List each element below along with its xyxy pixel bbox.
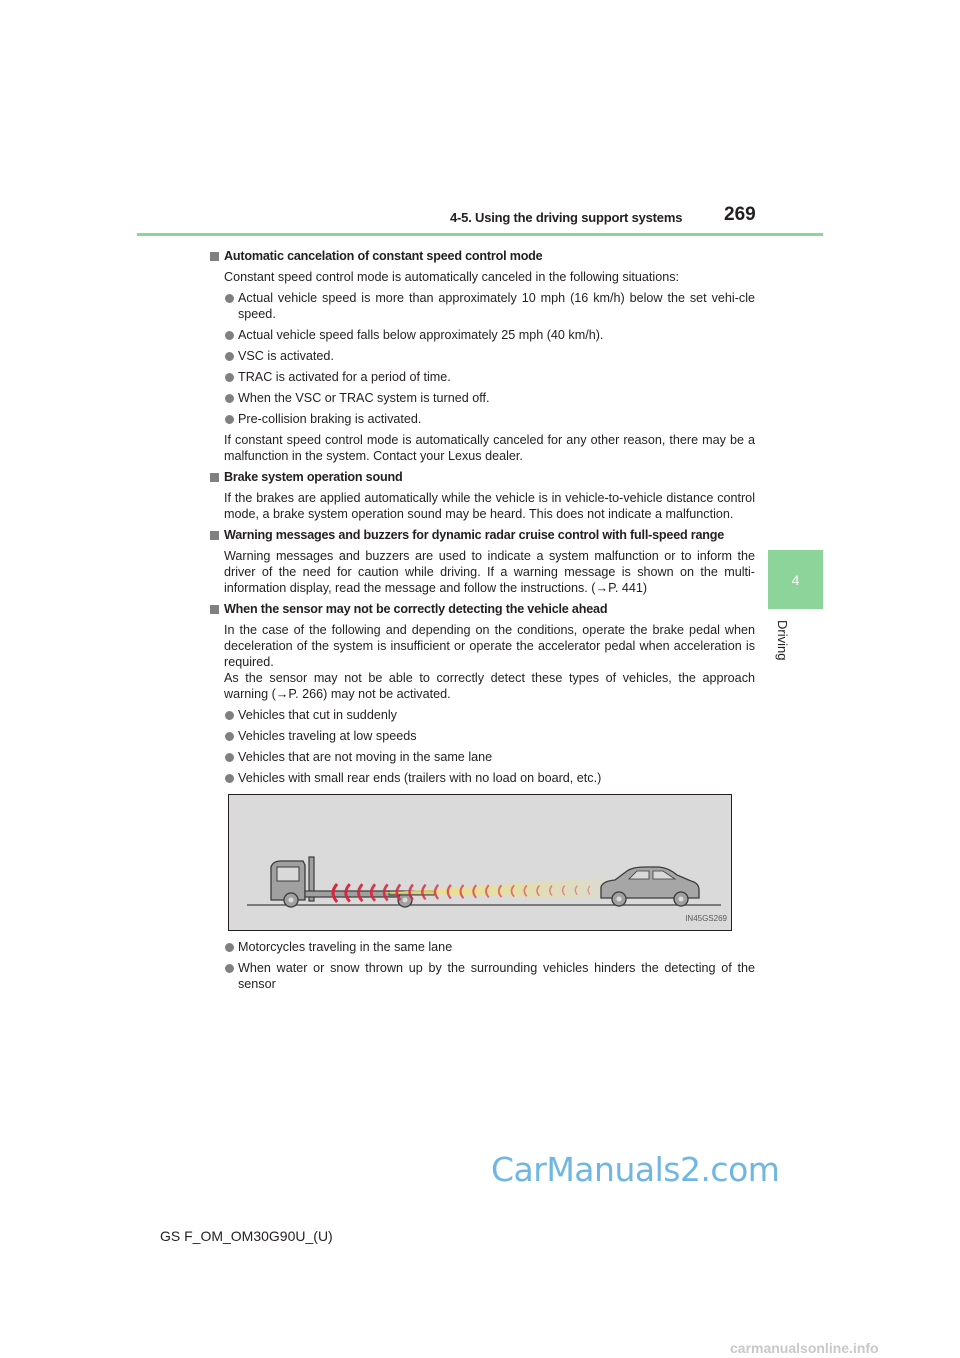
illustration-svg (229, 795, 731, 930)
list-item: Pre-collision braking is activated. (210, 411, 755, 427)
round-bullet-icon (225, 352, 234, 361)
paragraph: Constant speed control mode is automatically canceled in the following situations: (224, 270, 680, 284)
paragraph: If the brakes are applied automatically while the vehicle is in vehicle-to-vehicle distance control mode, a brake system operation sound may be heard. This does not indicate a malfunction. (224, 491, 755, 521)
chapter-label: Driving (775, 620, 790, 661)
round-bullet-icon (225, 732, 234, 741)
square-bullet-icon (210, 605, 219, 614)
page-content (210, 243, 755, 997)
list-item: TRAC is activated for a period of time. (210, 369, 755, 385)
heading-auto-cancel: Automatic cancelation of constant speed control mode (210, 248, 755, 264)
heading-sensor: When the sensor may not be correctly detecting the vehicle ahead (210, 601, 755, 617)
round-bullet-icon (225, 331, 234, 340)
list-item: Vehicles that cut in suddenly (210, 707, 755, 723)
round-bullet-icon (225, 943, 234, 952)
header-rule (137, 233, 823, 236)
list-item: When water or snow thrown up by the surrounding vehicles hinders the detecting of the sensor (210, 960, 755, 992)
square-bullet-icon (210, 473, 219, 482)
round-bullet-icon (225, 415, 234, 424)
list-item: Vehicles with small rear ends (trailers with no load on board, etc.) (210, 770, 755, 786)
round-bullet-icon (225, 711, 234, 720)
footer-doc-code: GS F_OM_OM30G90U_(U) (160, 1228, 333, 1244)
page-number: 269 (724, 204, 756, 225)
watermark-logo: CarManuals2.com (491, 1150, 780, 1189)
square-bullet-icon (210, 531, 219, 540)
list-item: Vehicles that are not moving in the same lane (210, 749, 755, 765)
paragraph: As the sensor may not be able to correctly detect these types of vehicles, the approach warning (→P. 266) may not be activated. (224, 671, 755, 701)
list-item: Actual vehicle speed is more than approximately 10 mph (16 km/h) below the set vehi-cle speed. (210, 290, 755, 322)
square-bullet-icon (210, 252, 219, 261)
round-bullet-icon (225, 294, 234, 303)
chapter-tab: 4 (768, 550, 823, 609)
truck-icon (271, 857, 434, 907)
car-icon (601, 867, 699, 906)
round-bullet-icon (225, 964, 234, 973)
heading-brake-sound: Brake system operation sound (210, 469, 755, 485)
round-bullet-icon (225, 373, 234, 382)
round-bullet-icon (225, 753, 234, 762)
list-item: Vehicles traveling at low speeds (210, 728, 755, 744)
paragraph: In the case of the following and depending on the conditions, operate the brake pedal when deceleration of the system is insufficient or operate the accelerator pedal when acceleration is required. (224, 623, 755, 669)
list-item: When the VSC or TRAC system is turned off. (210, 390, 755, 406)
paragraph: Warning messages and buzzers are used to indicate a system malfunction or to inform the driver of the need for caution while driving. If a warning message is shown on the multi-information display, read the message and follow the instructions. (→P. 441) (224, 549, 755, 595)
paragraph: If constant speed control mode is automatically canceled for any other reason, there may be a malfunction in the system. Contact your Lexus dealer. (224, 433, 755, 463)
footer-site: carmanualsonline.info (730, 1340, 879, 1356)
round-bullet-icon (225, 774, 234, 783)
list-item: VSC is activated. (210, 348, 755, 364)
list-item: Motorcycles traveling in the same lane (210, 939, 755, 955)
figure-code: IN45GS269 (685, 914, 727, 923)
section-title: 4-5. Using the driving support systems (450, 210, 683, 225)
heading-warnings: Warning messages and buzzers for dynamic radar cruise control with full-speed range (210, 527, 755, 543)
round-bullet-icon (225, 394, 234, 403)
list-item: Actual vehicle speed falls below approximately 25 mph (40 km/h). (210, 327, 755, 343)
trailer-radar-illustration (228, 794, 732, 931)
